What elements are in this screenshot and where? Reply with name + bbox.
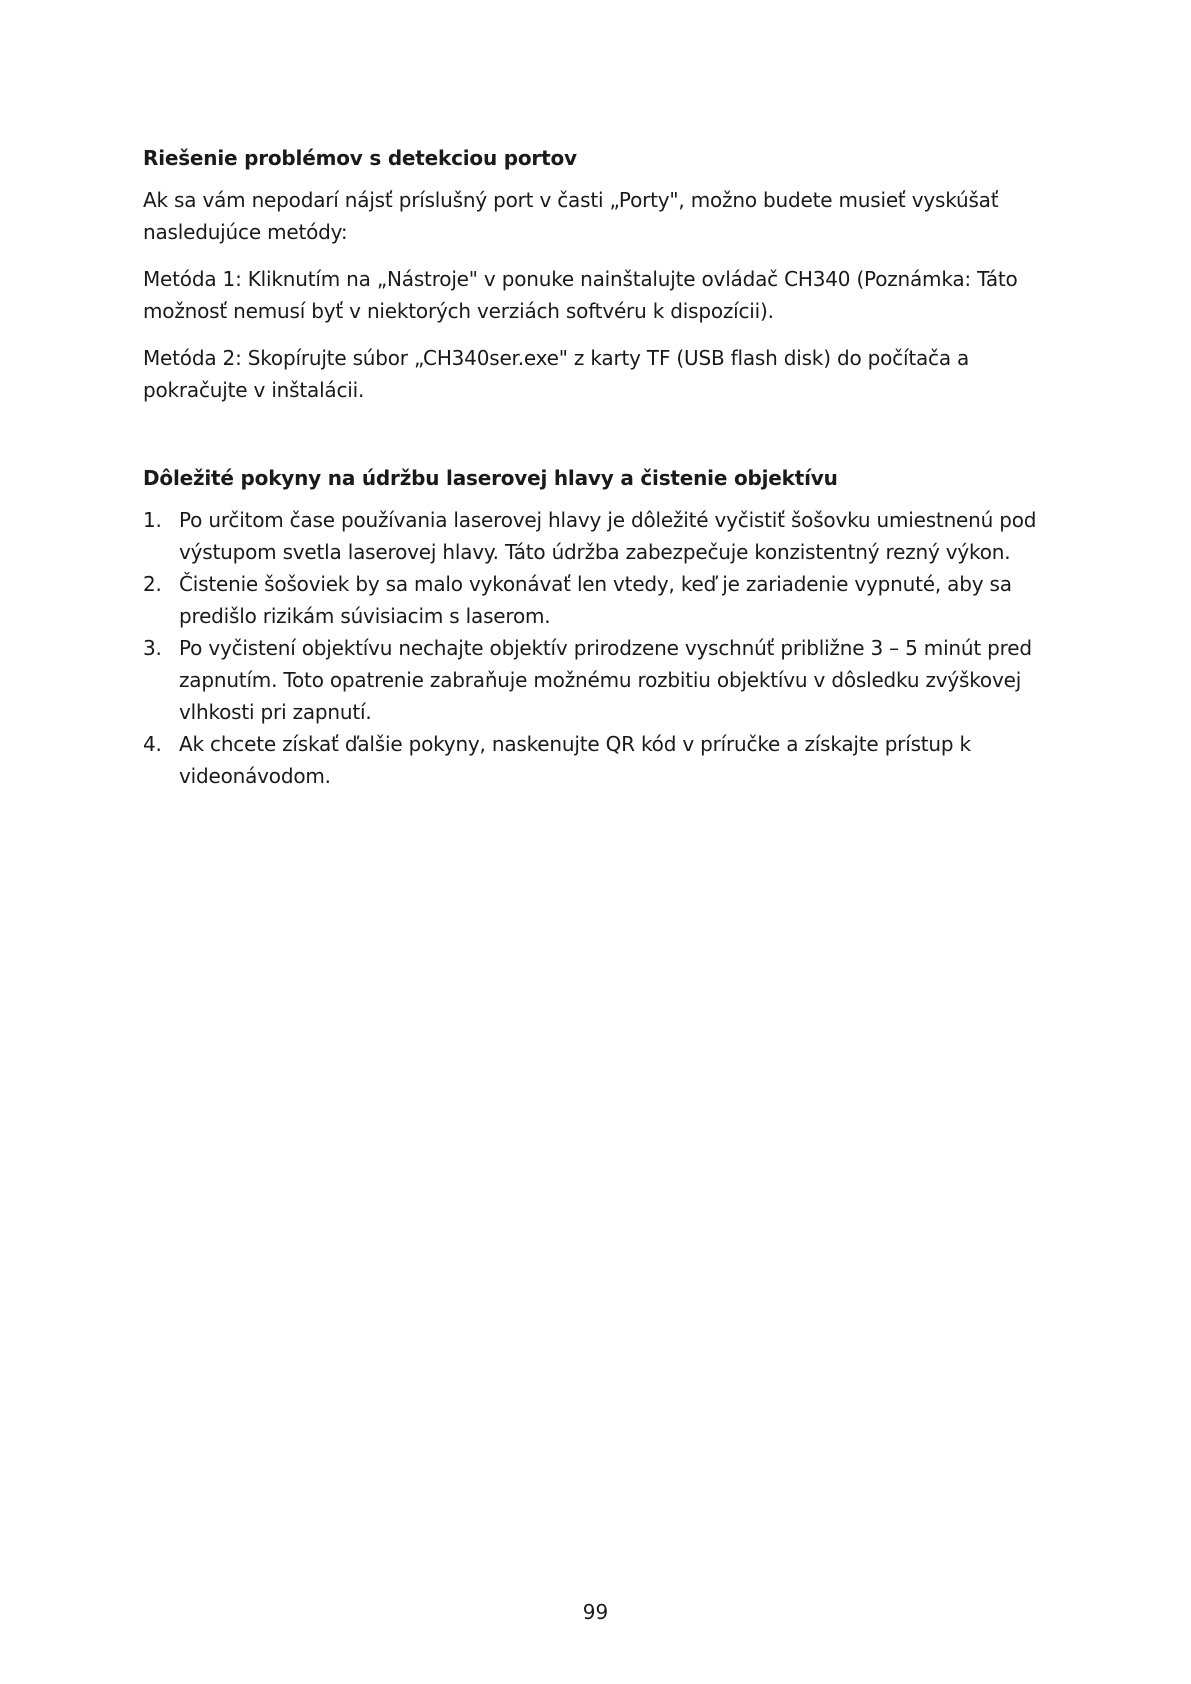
list-item-number: 1. <box>143 508 162 532</box>
page-number: 99 <box>582 1600 609 1624</box>
list-item-text: Po určitom čase používania laserovej hlavy je dôležité vyčistiť šošovku umiestnenú pod výstupom svetla laserovej hlavy. Táto údržba zabezpečuje konzistentný rezný výkon. <box>179 508 1037 564</box>
list-item <box>143 632 1043 728</box>
paragraph-method-2: Metóda 2: Skopírujte súbor „CH340ser.exe" z karty TF (USB flash disk) do počítača a pokračujte v inštalácii. <box>143 346 970 402</box>
maintenance-list <box>143 504 1043 792</box>
page-content <box>143 142 1043 792</box>
list-item-text: Čistenie šošoviek by sa malo vykonávať len vtedy, keď je zariadenie vypnuté, aby sa predišlo rizikám súvisiacim s laserom. <box>179 572 1012 628</box>
section-heading-maintenance: Dôležité pokyny na údržbu laserovej hlavy a čistenie objektívu <box>143 466 838 490</box>
list-item-text: Po vyčistení objektívu nechajte objektív prirodzene vyschnúť približne 3 – 5 minút pred zapnutím. Toto opatrenie zabraňuje možnému rozbitiu objektívu v dôsledku zvýškovej vlhkosti pri zapnutí. <box>179 636 1032 724</box>
section-heading-port-detection: Riešenie problémov s detekciou portov <box>143 146 577 170</box>
paragraph-method-1: Metóda 1: Kliknutím na „Nástroje" v ponuke nainštalujte ovládač CH340 (Poznámka: Táto možnosť nemusí byť v niektorých verziách softvéru k dispozícii). <box>143 267 1018 323</box>
section-maintenance <box>143 462 1043 792</box>
list-item-number: 4. <box>143 732 162 756</box>
list-item-number: 3. <box>143 636 162 660</box>
list-item <box>143 568 1043 632</box>
list-item <box>143 728 1043 792</box>
list-item-number: 2. <box>143 572 162 596</box>
paragraph-intro: Ak sa vám nepodarí nájsť príslušný port v časti „Porty", možno budete musieť vyskúšať nasledujúce metódy: <box>143 188 999 244</box>
list-item <box>143 504 1043 568</box>
list-item-text: Ak chcete získať ďalšie pokyny, naskenujte QR kód v príručke a získajte prístup k videonávodom. <box>179 732 971 788</box>
